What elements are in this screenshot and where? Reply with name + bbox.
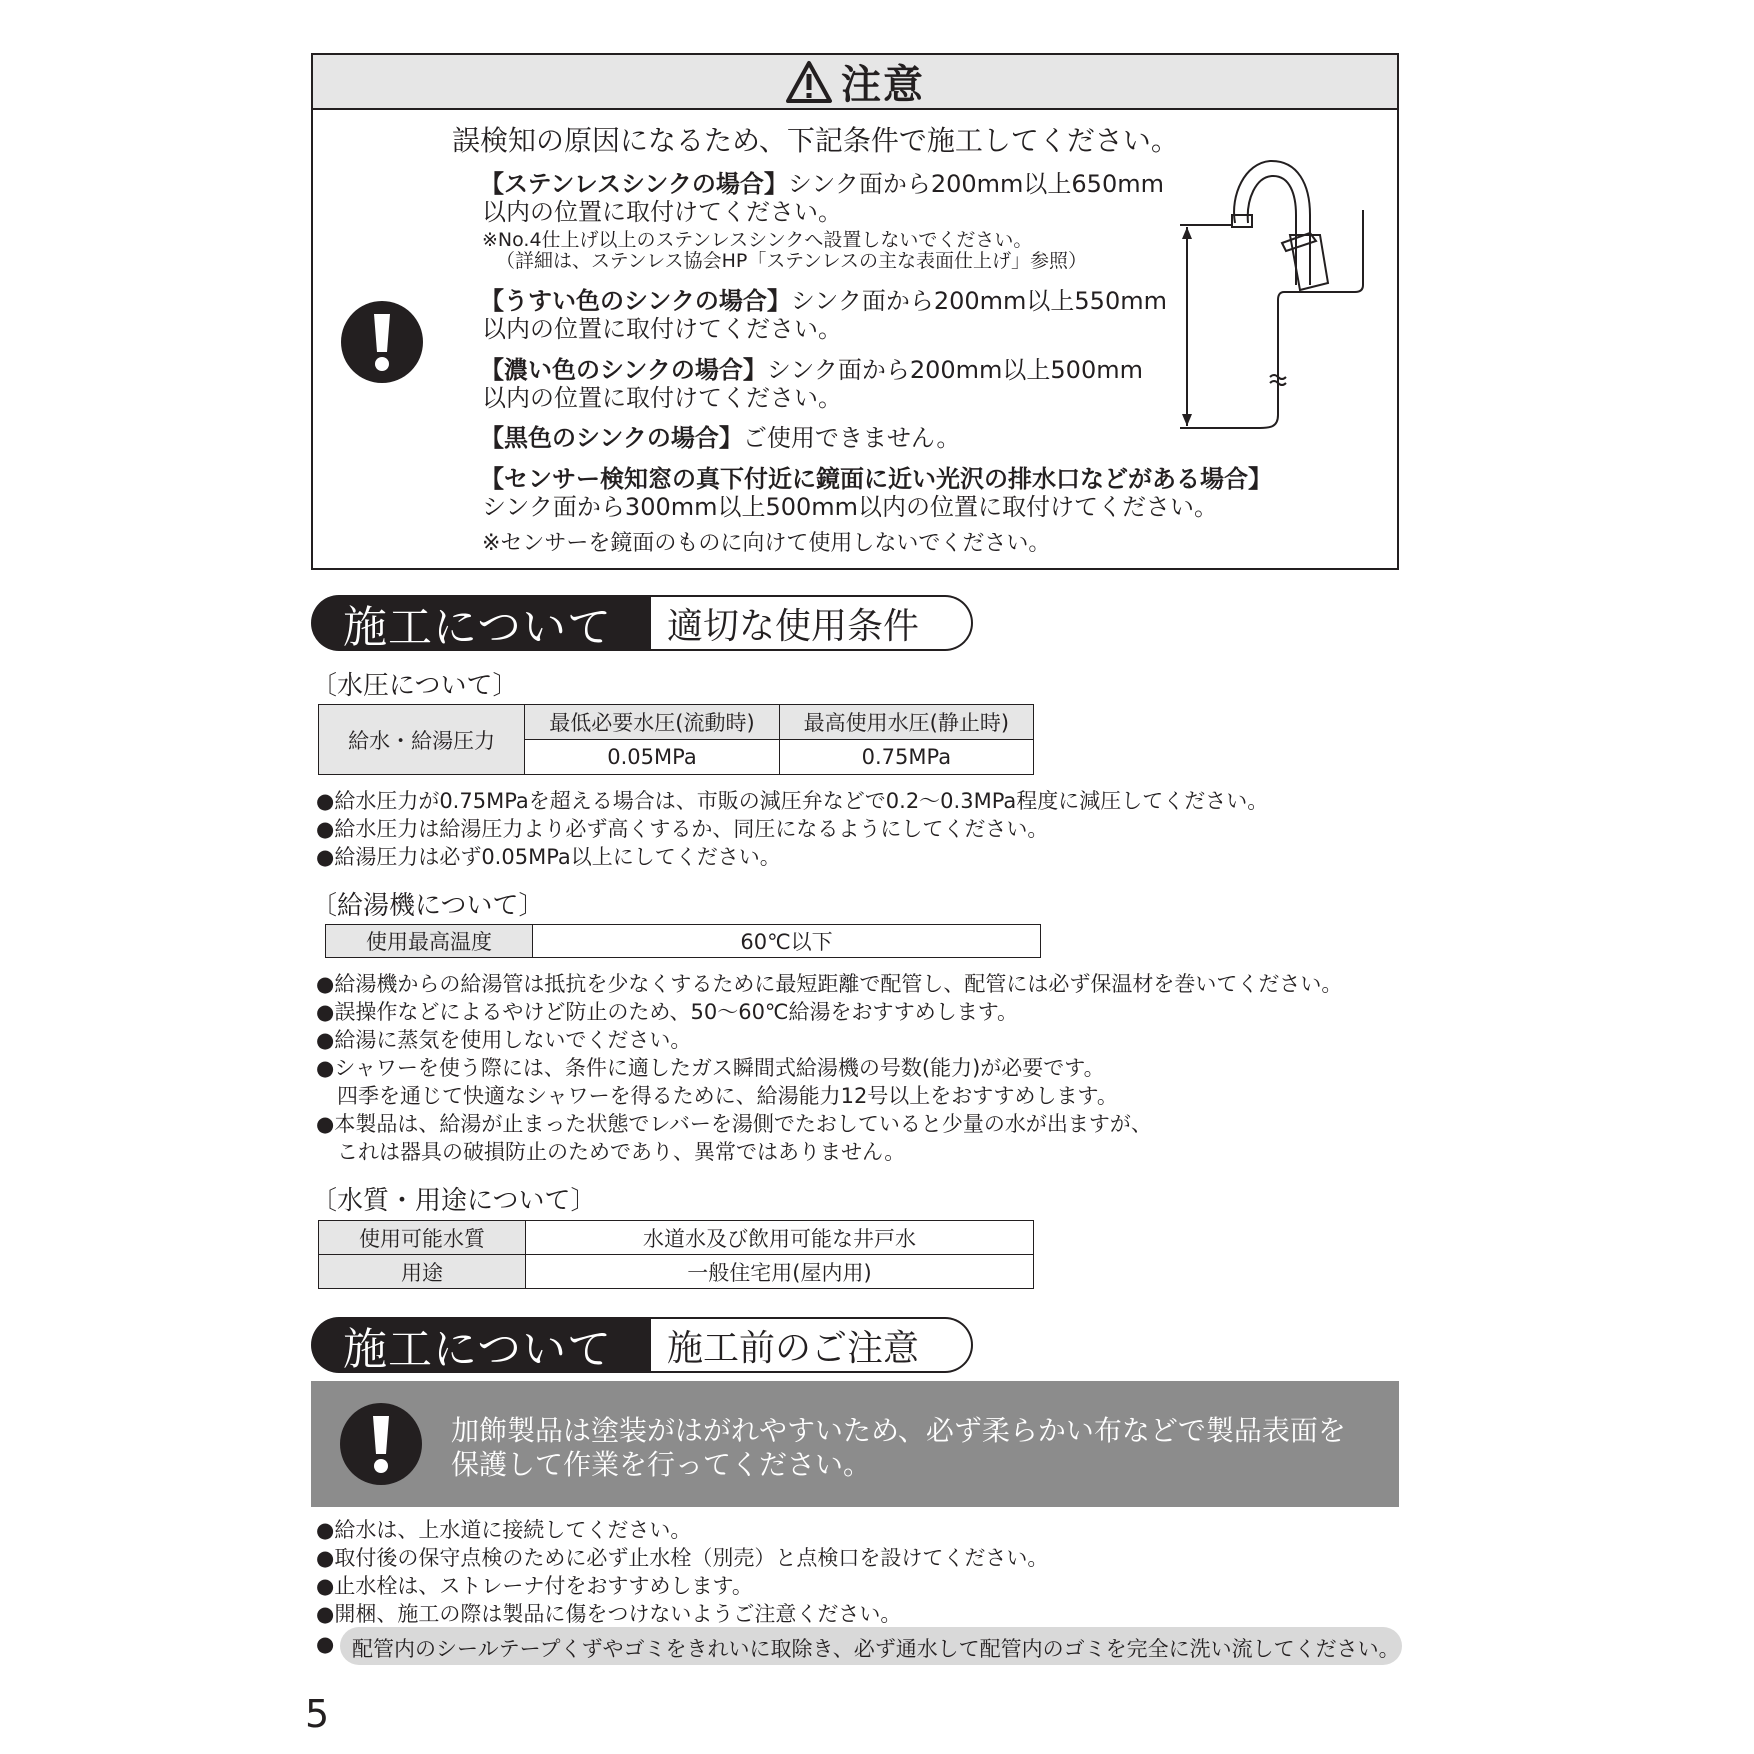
heater-bullet: ●誤操作などによるやけど防止のため、50〜60℃給湯をおすすめします。 xyxy=(316,1000,1019,1024)
caution-lead: 誤検知の原因になるため、下記条件で施工してください。 xyxy=(452,124,1179,157)
water-table xyxy=(318,1220,1034,1289)
caution-title: 注意 xyxy=(841,62,925,108)
faucet-diagram xyxy=(1160,155,1380,435)
caution-footnote: ※センサーを鏡面のものに向けて使用しないでください。 xyxy=(482,531,1051,556)
heater-heading: 〔給湯機について〕 xyxy=(311,891,545,921)
dark-color-text: シンク面から200mm以上500mm xyxy=(766,356,1143,384)
section-subtitle: 適切な使用条件 xyxy=(647,595,973,651)
pressure-row-label: 給水・給湯圧力 xyxy=(319,705,525,775)
dark-color-label: 【濃い色のシンクの場合】 xyxy=(480,356,767,384)
heater-bullet: これは器具の破損防止のためであり、異常ではありません。 xyxy=(316,1140,906,1164)
heater-table xyxy=(325,924,1041,958)
notice-line-2: 保護して作業を行ってください。 xyxy=(451,1448,872,1481)
precaution-bullet: ●給水は、上水道に接続してください。 xyxy=(316,1518,692,1542)
heater-bullet: ●本製品は、給湯が止まった状態でレバーを湯側でたおしていると少量の水が出ますが、 xyxy=(316,1112,1152,1136)
light-color-label: 【うすい色のシンクの場合】 xyxy=(480,287,791,315)
precaution-bullet: ●開梱、施工の際は製品に傷をつけないようご注意ください。 xyxy=(316,1602,902,1626)
water-heading: 〔水質・用途について〕 xyxy=(311,1186,597,1216)
section-header-usage xyxy=(311,595,951,651)
heater-bullet: ●給湯に蒸気を使用しないでください。 xyxy=(316,1028,692,1052)
mirror-drain-label: 【センサー検知窓の真下付近に鏡面に近い光沢の排水口などがある場合】 xyxy=(480,465,1272,493)
light-color-text: シンク面から200mm以上550mm xyxy=(790,287,1167,315)
heater-bullet: ●給湯機からの給湯管は抵抗を少なくするために最短距離で配管し、配管には必ず保温材を巻いてください。 xyxy=(316,972,1343,996)
precaution-bullet: ●取付後の保守点検のために必ず止水栓（別売）と点検口を設けてください。 xyxy=(316,1546,1049,1570)
stainless-text: シンク面から200mm以上650mm xyxy=(787,170,1164,198)
section-header-precautions xyxy=(311,1317,951,1373)
heater-label: 使用最高温度 xyxy=(326,925,533,958)
dark-color-text-2: 以内の位置に取付けてください。 xyxy=(482,384,842,412)
exclamation-icon xyxy=(340,300,424,384)
page-number: 5 xyxy=(305,1692,330,1736)
pressure-min-value: 0.05MPa xyxy=(525,740,779,775)
water-usage-value: 一般住宅用(屋内用) xyxy=(526,1255,1034,1289)
notice-box xyxy=(311,1381,1399,1507)
pressure-col-max: 最高使用水圧(静止時) xyxy=(779,705,1033,740)
water-quality-value: 水道水及び飲用可能な井戸水 xyxy=(526,1221,1034,1255)
heater-bullet: ●シャワーを使う際には、条件に適したガス瞬間式給湯機の号数(能力)が必要です。 xyxy=(316,1056,1105,1080)
black-text: ご使用できません。 xyxy=(742,424,961,452)
stainless-label: 【ステンレスシンクの場合】 xyxy=(480,170,788,198)
caution-header xyxy=(313,55,1397,110)
stainless-text-2: 以内の位置に取付けてください。 xyxy=(482,198,842,226)
black-label: 【黒色のシンクの場合】 xyxy=(480,424,743,452)
light-color-text-2: 以内の位置に取付けてください。 xyxy=(482,315,842,343)
heater-bullet: 四季を通じて快適なシャワーを得るために、給湯能力12号以上をおすすめします。 xyxy=(316,1084,1118,1108)
precaution-bullet: ●止水栓は、ストレーナ付をおすすめします。 xyxy=(316,1574,753,1598)
mirror-drain-text: シンク面から300mm以上500mm以内の位置に取付けてください。 xyxy=(482,493,1219,521)
black-condition xyxy=(480,418,960,453)
stainless-note-2: （詳細は、ステンレス協会HP「ステンレスの主な表面仕上げ」参照） xyxy=(496,250,1087,272)
pressure-bullet: ●給湯圧力は必ず0.05MPa以上にしてください。 xyxy=(316,845,781,869)
highlighted-precaution: 配管内のシールテープくずやゴミをきれいに取除き、必ず通水して配管内のゴミを完全に洗い流してください。 xyxy=(352,1637,1400,1661)
pressure-heading: 〔水圧について〕 xyxy=(311,671,519,701)
warning-triangle-icon xyxy=(785,60,833,104)
precaution-bullet-dot: ● xyxy=(316,1632,335,1656)
pressure-bullet: ●給水圧力は給湯圧力より必ず高くするか、同圧になるようにしてください。 xyxy=(316,817,1049,841)
pressure-bullet: ●給水圧力が0.75MPaを超える場合は、市販の減圧弁などで0.2〜0.3MPa程度に減圧してください。 xyxy=(316,789,1269,813)
water-quality-label: 使用可能水質 xyxy=(319,1221,526,1255)
water-usage-label: 用途 xyxy=(319,1255,526,1289)
pressure-col-min: 最低必要水圧(流動時) xyxy=(525,705,779,740)
stainless-note-1: ※No.4仕上げ以上のステンレスシンクへ設置しないでください。 xyxy=(482,229,1033,251)
section-title: 施工について xyxy=(311,1317,651,1373)
pressure-max-value: 0.75MPa xyxy=(779,740,1033,775)
pressure-table xyxy=(318,704,1034,775)
exclamation-icon xyxy=(339,1402,423,1486)
heater-value: 60℃以下 xyxy=(533,925,1041,958)
notice-line-1: 加飾製品は塗装がはがれやすいため、必ず柔らかい布などで製品表面を xyxy=(451,1414,1346,1447)
section-title: 施工について xyxy=(311,595,651,651)
section-subtitle: 施工前のご注意 xyxy=(647,1317,973,1373)
